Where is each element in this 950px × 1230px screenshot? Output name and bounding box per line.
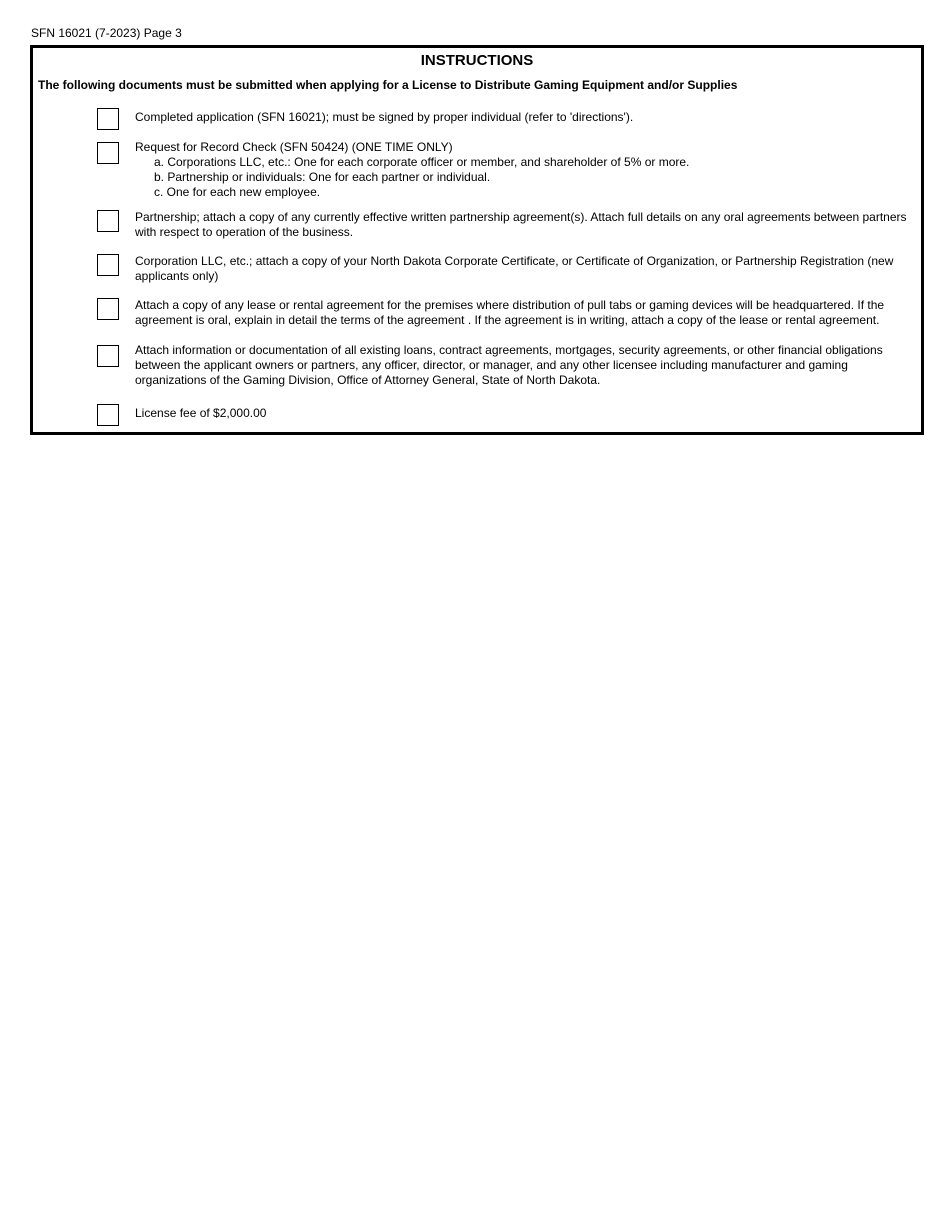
checklist-item-text: License fee of $2,000.00 [135, 406, 267, 420]
checklist-item-text: Corporation LLC, etc.; attach a copy of your North Dakota Corporate Certificate, or Certificate of Organization, or Partnership Registration (new applicants only) [135, 254, 894, 283]
form-id-header: SFN 16021 (7-2023) Page 3 [31, 26, 182, 40]
instructions-box [30, 45, 924, 435]
checklist-item-text [135, 140, 913, 200]
checkbox-lease[interactable] [97, 298, 119, 320]
checkbox-partnership[interactable] [97, 210, 119, 232]
sub-item: a. Corporations LLC, etc.: One for each corporate officer or member, and shareholder of 5% or more. [154, 155, 690, 169]
checkbox-application[interactable] [97, 108, 119, 130]
sub-item: c. One for each new employee. [154, 185, 321, 199]
checklist-item-text: Attach information or documentation of all existing loans, contract agreements, mortgages, security agreements, or other financial obligations between the applicant owners or partners, any officer, director, or manager, and any other licensee including manufacturer and gaming organizations of the Gaming Division, Office of Attorney General, State of North Dakota. [135, 343, 883, 387]
instructions-title: INSTRUCTIONS [420, 52, 534, 69]
checkbox-license-fee[interactable] [97, 404, 119, 426]
checkbox-financial-obligations[interactable] [97, 345, 119, 367]
checklist-item-text: Attach a copy of any lease or rental agreement for the premises where distribution of pull tabs or gaming devices will be headquartered. If the agreement is oral, explain in detail the terms of the agreement . If the agreement is in writing, attach a copy of the lease or rental agreement. [135, 298, 885, 327]
sub-item: b. Partnership or individuals: One for each partner or individual. [154, 170, 491, 184]
checklist-item-text: Completed application (SFN 16021); must be signed by proper individual (refer to 'directions'). [135, 110, 634, 124]
record-check-sub-list [135, 155, 913, 200]
record-check-heading: Request for Record Check (SFN 50424) (ONE TIME ONLY) [135, 140, 453, 154]
checkbox-record-check[interactable] [97, 142, 119, 164]
checkbox-corporation[interactable] [97, 254, 119, 276]
instructions-intro: The following documents must be submitted when applying for a License to Distribute Gaming Equipment and/or Supplies [38, 78, 738, 92]
checklist-item-text: Partnership; attach a copy of any currently effective written partnership agreement(s). Attach full details on any oral agreements between partners with respect to operation of the business. [135, 210, 907, 239]
